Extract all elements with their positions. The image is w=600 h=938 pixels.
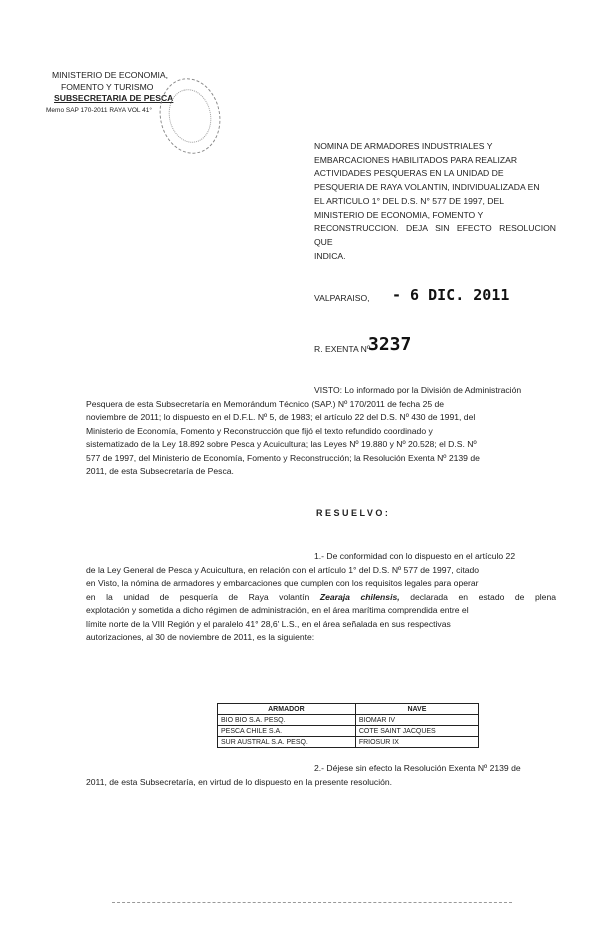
exenta-number: 3237 [368,334,412,355]
title-line: MINISTERIO DE ECONOMIA, FOMENTO Y [314,209,484,220]
memo-reference: Memo SAP 170-2011 RAYA VOL 41° [46,106,152,114]
resolution-title [314,140,556,263]
title-line: PESQUERIA DE RAYA VOLANTIN, INDIVIDUALIZADA EN [314,182,540,193]
column-header-armador: ARMADOR [218,704,356,715]
ministry-line-1: MINISTERIO DE ECONOMIA, [52,70,169,80]
point-1-line: de la Ley General de Pesca y Acuicultura, en relación con el artículo 1° del D.S. Nº 577 de 1997, citado [86,564,480,575]
visto-line: noviembre de 2011; lo dispuesto en el D.F.L. Nº 5, de 1983; el artículo 22 del D.S. Nº 430 de 1991, del [86,412,476,422]
cell-armador: SUR AUSTRAL S.A. PESQ. [218,737,356,748]
cell-nave: BIOMAR IV [355,715,478,726]
point-1-line: explotación y sometida a dicho régimen de administración, en el área marítima comprendida entre el [86,605,469,615]
point-1-line-4: en la unidad de pesquería de Raya volantín [86,591,310,602]
table-row [218,726,479,737]
table-header-row [218,704,479,715]
date-stamp: - 6 DIC. 2011 [392,286,510,304]
point-1-line [86,591,556,605]
species-name: Zearaja chilensis, [319,591,400,602]
visto-line: Ministerio de Economía, Fomento y Reconstrucción que fijó el texto refundido coordinado y [86,425,433,436]
visto-paragraph [86,384,556,479]
ministry-line-2: FOMENTO Y TURISMO [61,81,154,92]
point-2-line: 2.- Déjese sin efecto la Resolución Exenta Nº 2139 de [314,763,521,773]
point-1-paragraph [86,550,556,645]
point-1-line: 1.- De conformidad con lo dispuesto en el artículo 22 [314,551,516,561]
point-1-line: en Visto, la nómina de armadores y embarcaciones que cumplen con los requisitos legales para operar [86,578,479,588]
resuelvo-heading: RESUELVO: [316,508,391,518]
point-1-line: límite norte de la VIII Región y el paralelo 41° 28,6' L.S., en el área señalada en sus respectivas [86,618,451,629]
visto-line: sistematizado de la Ley 18.892 sobre Pesca y Acuicultura; las Leyes Nº 19.880 y Nº 20.528; el D.S. Nº [86,439,477,449]
visto-line: 2011, de esta Subsecretaría de Pesca. [86,466,234,476]
table-row [218,737,479,748]
cell-armador: PESCA CHILE S.A. [218,726,356,737]
visto-line: 577 de 1997, del Ministerio de Economía, Fomento y Reconstrucción; la Resolución Exenta Nº 2139 de [86,452,480,463]
point-1-line-4-tail: declarada en estado de plena [410,591,557,602]
title-line: ACTIVIDADES PESQUERAS EN LA UNIDAD DE [314,168,504,179]
letterhead [46,70,174,116]
column-header-nave: NAVE [355,704,478,715]
cell-nave: COTE SAINT JACQUES [355,726,478,737]
subsecretaria-name: SUBSECRETARIA DE PESCA [54,93,174,103]
visto-line: VISTO: Lo informado por la División de Administración [314,385,522,395]
place: VALPARAISO, [314,293,370,303]
visto-line: Pesquera de esta Subsecretaría en Memorándum Técnico (SAP.) Nº 170/2011 de fecha 25 de [86,398,445,409]
armadores-table [217,703,479,748]
cell-armador: BIO BIO S.A. PESQ. [218,715,356,726]
point-2-paragraph [86,762,556,789]
footer-divider [112,902,512,904]
title-line: INDICA. [314,250,346,261]
title-line: EMBARCACIONES HABILITADOS PARA REALIZAR [314,154,518,165]
point-1-line: autorizaciones, al 30 de noviembre de 2011, es la siguiente: [86,632,315,642]
title-line: EL ARTICULO 1° DEL D.S. N° 577 DE 1997, DEL [314,195,504,206]
cell-nave: FRIOSUR IX [355,737,478,748]
title-line: NOMINA DE ARMADORES INDUSTRIALES Y [314,141,493,151]
point-2-line: 2011, de esta Subsecretaría, en virtud de lo dispuesto en la presente resolución. [86,776,393,787]
title-line: RECONSTRUCCION. DEJA SIN EFECTO RESOLUCION QUE [314,223,556,247]
table-row [218,715,479,726]
exenta-label: R. EXENTA Nº [314,344,370,354]
